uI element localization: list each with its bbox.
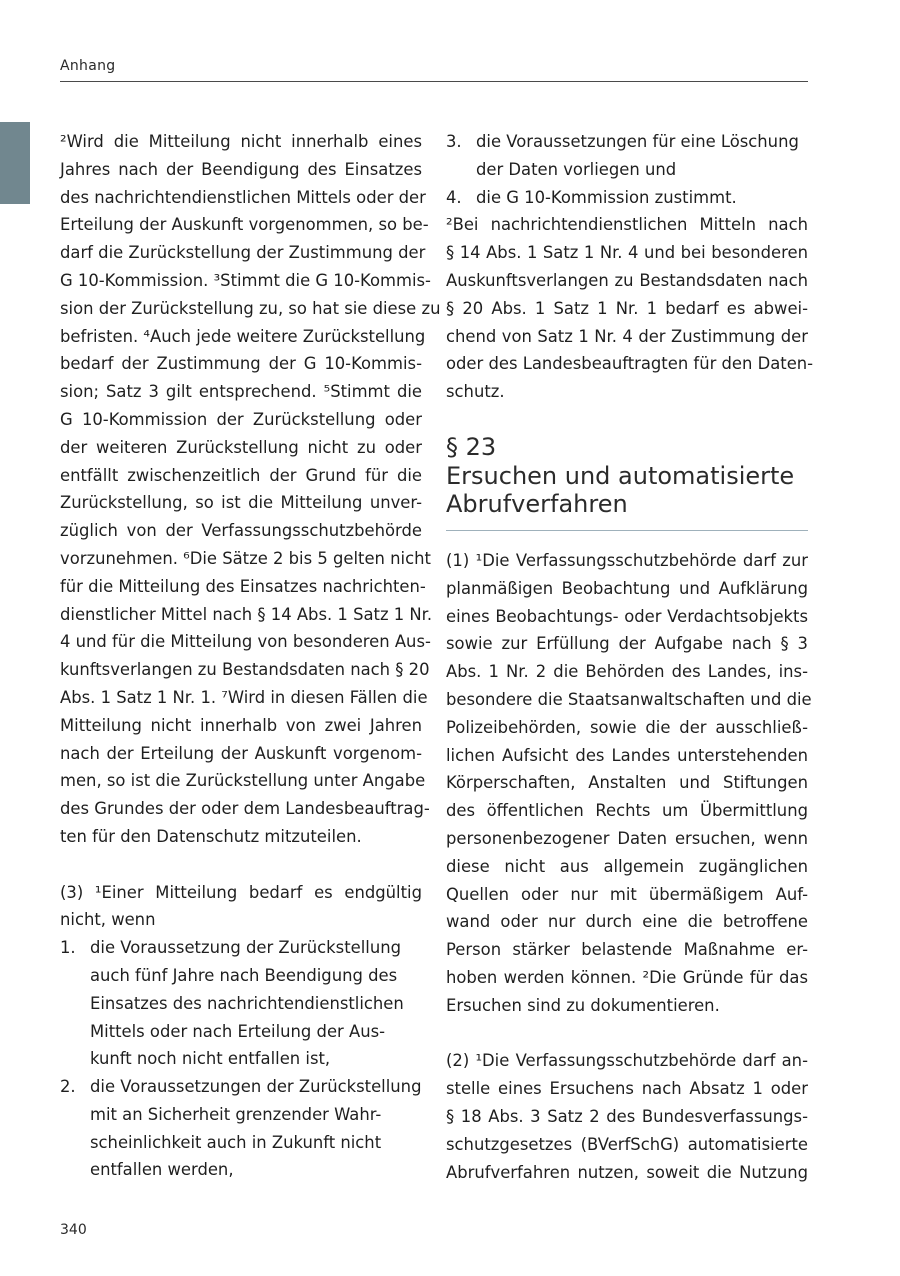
text-line: vorzunehmen. ⁶Die Sätze 2 bis 5 gelten nicht bbox=[60, 548, 431, 568]
text-line: Erteilung der Auskunft vorgenommen, so be- bbox=[60, 215, 429, 235]
text-line: dienstlicher Mittel nach § 14 Abs. 1 Satz 1 Nr. bbox=[60, 604, 433, 624]
list-item bbox=[446, 184, 808, 212]
running-head: Anhang bbox=[60, 58, 116, 74]
text-line: für die Mitteilung des Einsatzes nachrichten- bbox=[60, 576, 426, 596]
text-line: nach der Erteilung der Auskunft vorgenom- bbox=[60, 743, 422, 763]
text-line: Einsatzes des nachrichtendienstlichen bbox=[90, 993, 404, 1013]
header-rule bbox=[60, 81, 808, 82]
text-line: züglich von der Verfassungsschutzbehörde bbox=[60, 521, 422, 541]
text-line: G 10-Kommission der Zurückstellung oder bbox=[60, 409, 422, 429]
text-line: (3) ¹Einer Mitteilung bedarf es endgültig bbox=[60, 882, 422, 902]
text-line: ten für den Datenschutz mitzuteilen. bbox=[60, 826, 362, 846]
text-line: stelle eines Ersuchens nach Absatz 1 oder bbox=[446, 1079, 808, 1099]
paragraph-sentence-2 bbox=[446, 211, 814, 406]
text-line: Zurückstellung, so ist die Mitteilung unver- bbox=[60, 493, 422, 513]
text-line: (1) ¹Die Verfassungsschutzbehörde darf zur bbox=[446, 550, 808, 570]
text-line: eines Beobachtungs- oder Verdachtsobjekts bbox=[446, 606, 808, 626]
text-line: Körperschaften, Anstalten und Stiftungen bbox=[446, 773, 808, 793]
text-line: Ersuchen sind zu dokumentieren. bbox=[446, 995, 720, 1015]
list-item bbox=[60, 934, 422, 1073]
text-line: schutz. bbox=[446, 382, 505, 402]
text-line: Jahres nach der Beendigung des Einsatzes bbox=[60, 159, 422, 179]
text-line: darf die Zurückstellung der Zustimmung der bbox=[60, 243, 426, 263]
text-line: entfallen werden, bbox=[90, 1160, 234, 1180]
list-item bbox=[446, 128, 808, 184]
text-line: ²Wird die Mitteilung nicht innerhalb eines bbox=[60, 132, 422, 151]
text-line: entfällt zwischenzeitlich der Grund für die bbox=[60, 465, 422, 485]
text-line: oder des Landesbeauftragten für den Daten- bbox=[446, 354, 814, 374]
section-title: Ersuchen und automatisierte bbox=[446, 461, 795, 490]
paragraph-1 bbox=[446, 547, 812, 1020]
text-line: men, so ist die Zurückstellung unter Angabe bbox=[60, 771, 426, 791]
text-line: der Daten vorliegen und bbox=[476, 159, 677, 179]
text-line: die Voraussetzung der Zurückstellung bbox=[90, 938, 401, 958]
text-line: Mittels oder nach Erteilung der Aus- bbox=[90, 1021, 386, 1041]
section-rule bbox=[446, 530, 808, 531]
text-line: § 18 Abs. 3 Satz 2 des Bundesverfassungs- bbox=[446, 1106, 808, 1126]
text-line: hoben werden können. ²Die Gründe für das bbox=[446, 967, 808, 987]
list-item-number: 1. bbox=[60, 938, 76, 958]
text-line: § 14 Abs. 1 Satz 1 Nr. 4 und bei besonderen bbox=[446, 243, 808, 263]
text-line: kunft noch nicht entfallen ist, bbox=[90, 1049, 331, 1069]
text-line: Quellen oder nur mit übermäßigem Auf- bbox=[446, 884, 808, 904]
section-number: § 23 bbox=[446, 432, 497, 461]
text-line: 4 und für die Mitteilung von besonderen Aus- bbox=[60, 632, 431, 652]
text-line: Mitteilung nicht innerhalb von zwei Jahren bbox=[60, 715, 422, 735]
chapter-tab-marker bbox=[0, 122, 30, 204]
text-line: sowie zur Erfüllung der Aufgabe nach § 3 bbox=[446, 634, 808, 654]
left-column bbox=[60, 128, 441, 1184]
text-line: Polizeibehörden, sowie die der ausschließ- bbox=[446, 717, 808, 737]
text-line: kunftsverlangen zu Bestandsdaten nach § 20 bbox=[60, 660, 430, 680]
text-line: die Voraussetzungen der Zurückstellung bbox=[90, 1077, 422, 1097]
text-line: Abrufverfahren nutzen, soweit die Nutzung bbox=[446, 1162, 808, 1182]
text-line: auch fünf Jahre nach Beendigung des bbox=[90, 965, 398, 985]
list-item-number: 3. bbox=[446, 132, 462, 151]
text-line: wand oder nur durch eine die betroffene bbox=[446, 912, 808, 932]
text-line: schutzgesetzes (BVerfSchG) automatisierte bbox=[446, 1134, 808, 1154]
right-column bbox=[446, 128, 814, 1186]
list-item-number: 4. bbox=[446, 187, 462, 207]
page-number: 340 bbox=[60, 1222, 87, 1238]
text-line: scheinlichkeit auch in Zukunft nicht bbox=[90, 1132, 382, 1152]
text-line: des öffentlichen Rechts um Übermittlung bbox=[446, 801, 808, 821]
text-line: diese nicht aus allgemein zugänglichen bbox=[446, 856, 808, 876]
text-line: des Grundes der oder dem Landesbeauftrag- bbox=[60, 799, 430, 819]
text-line: Person stärker belastende Maßnahme er- bbox=[446, 940, 808, 960]
text-line: Abs. 1 Satz 1 Nr. 1. ⁷Wird in diesen Fällen die bbox=[60, 687, 428, 707]
text-line: personenbezogener Daten ersuchen, wenn bbox=[446, 828, 808, 848]
text-line: planmäßigen Beobachtung und Aufklärung bbox=[446, 578, 808, 598]
text-line: § 20 Abs. 1 Satz 1 Nr. 1 bedarf es abwei- bbox=[446, 298, 808, 318]
text-line: Abs. 1 Nr. 2 die Behörden des Landes, ins- bbox=[446, 662, 808, 682]
text-line: G 10-Kommission. ³Stimmt die G 10-Kommis- bbox=[60, 270, 431, 290]
text-line: chend von Satz 1 Nr. 4 der Zustimmung der bbox=[446, 326, 808, 346]
list-item bbox=[60, 1073, 422, 1184]
text-line: nicht, wenn bbox=[60, 910, 156, 930]
text-line: lichen Aufsicht des Landes unterstehenden bbox=[446, 745, 808, 765]
text-line: (2) ¹Die Verfassungsschutzbehörde darf an- bbox=[446, 1051, 808, 1071]
text-line: sion; Satz 3 gilt entsprechend. ⁵Stimmt die bbox=[60, 382, 422, 402]
text-line: die G 10-Kommission zustimmt. bbox=[476, 187, 737, 207]
text-line: die Voraussetzungen für eine Löschung bbox=[476, 132, 799, 151]
paragraph-continuation bbox=[60, 128, 441, 851]
text-line: Auskunftsverlangen zu Bestandsdaten nach bbox=[446, 270, 808, 290]
text-line: bedarf der Zustimmung der G 10-Kommis- bbox=[60, 354, 422, 374]
text-line: befristen. ⁴Auch jede weitere Zurückstellung bbox=[60, 326, 426, 346]
text-line: des nachrichtendienstlichen Mittels oder der bbox=[60, 187, 426, 207]
text-line: mit an Sicherheit grenzender Wahr- bbox=[90, 1104, 382, 1124]
text-line: ²Bei nachrichtendienstlichen Mitteln nach bbox=[446, 215, 808, 235]
text-line: sion der Zurückstellung zu, so hat sie diese zu bbox=[60, 298, 441, 318]
text-line: der weiteren Zurückstellung nicht zu oder bbox=[60, 437, 422, 457]
paragraph-2 bbox=[446, 1047, 808, 1186]
text-line: besondere die Staatsanwaltschaften und die bbox=[446, 689, 812, 709]
list-item-number: 2. bbox=[60, 1077, 76, 1097]
paragraph-3 bbox=[60, 879, 422, 1185]
section-title: Abrufverfahren bbox=[446, 489, 628, 518]
